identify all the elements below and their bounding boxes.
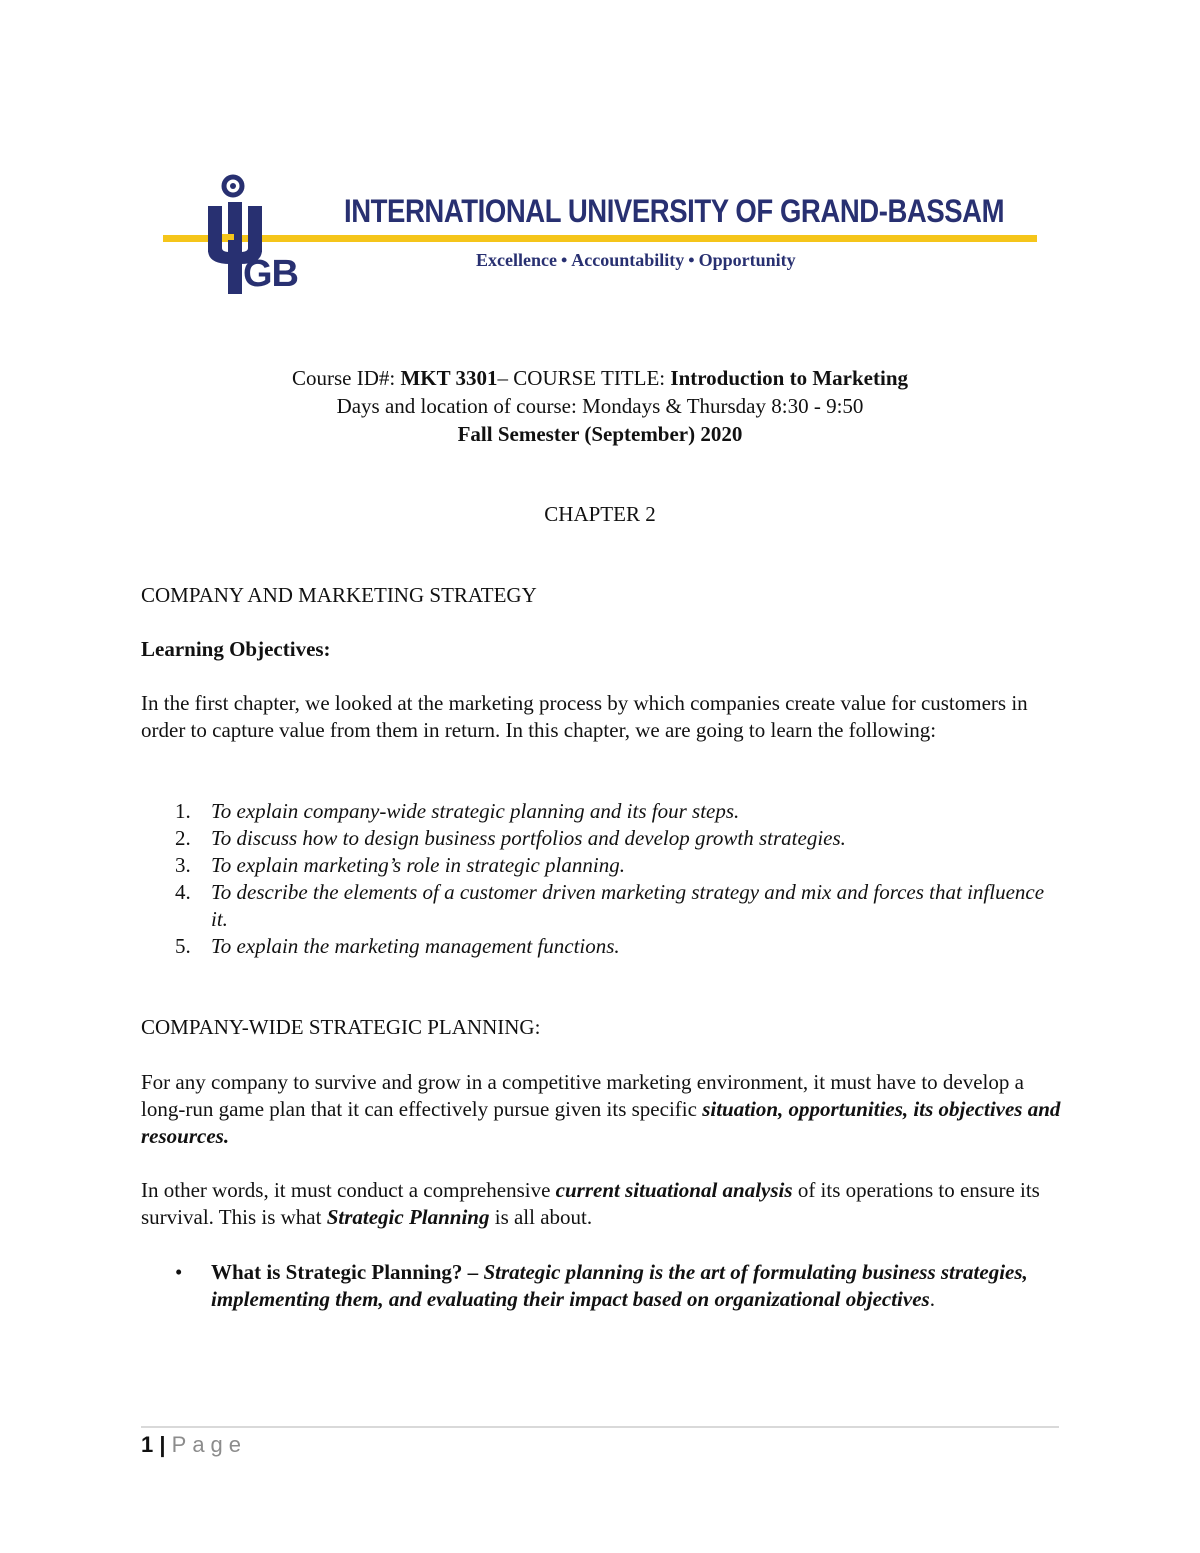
objective-text: To explain the marketing management functions. xyxy=(211,934,620,958)
page-footer xyxy=(141,1432,247,1458)
course-semester: Fall Semester (September) 2020 xyxy=(457,422,743,446)
emphasis-text: current situational analysis xyxy=(555,1178,793,1202)
course-days-line: Days and location of course: Mondays & Thursday 8:30 - 9:50 xyxy=(336,394,864,418)
footer-rule xyxy=(141,1426,1059,1428)
emphasis-text: situation, opportunities, its objectives and resources. xyxy=(141,1097,1061,1148)
motto-separator: • xyxy=(560,250,568,270)
page-separator: | xyxy=(153,1432,172,1457)
course-id-line xyxy=(0,364,1200,392)
objective-text: To describe the elements of a customer driven marketing strategy and mix and forces that influence it. xyxy=(211,880,1045,931)
objective-text: To explain marketing’s role in strategic planning. xyxy=(211,853,625,877)
motto-accountability: Accountability xyxy=(571,250,685,270)
chapter-title: CHAPTER 2 xyxy=(544,502,656,526)
page-word: Page xyxy=(171,1432,248,1457)
page-number: 1 xyxy=(141,1432,154,1457)
objective-number: 5. xyxy=(175,934,191,958)
objective-number: 3. xyxy=(175,853,191,877)
paragraph-text: In other words, it must conduct a comprehensive xyxy=(141,1178,556,1202)
section-title: COMPANY AND MARKETING STRATEGY xyxy=(141,583,537,607)
objective-item xyxy=(141,852,1061,879)
definition-body: Strategic planning is the art of formulating business strategies, implementing them, and evaluating their impact based on organizational objectives xyxy=(211,1260,1028,1311)
objective-number: 2. xyxy=(175,826,191,850)
objective-item xyxy=(141,825,1061,852)
objective-text: To explain company-wide strategic planning and its four steps. xyxy=(211,799,740,823)
course-id-label: Course ID#: xyxy=(291,366,401,390)
definition-end: . xyxy=(929,1287,935,1311)
paragraph-text: of its operations to ensure its survival. This is what xyxy=(141,1178,1040,1229)
course-id-value: MKT 3301 xyxy=(400,366,498,390)
definition-question: What is Strategic Planning? – xyxy=(211,1260,484,1284)
paragraph-text: is all about. xyxy=(489,1205,593,1229)
learning-objectives-intro: In the first chapter, we looked at the marketing process by which companies create value for customers in order to capture value from them in return. In this chapter, we are going to learn the following: xyxy=(141,691,1028,742)
university-motto xyxy=(476,250,796,271)
emphasis-text: Strategic Planning xyxy=(326,1205,490,1229)
course-title-value: Introduction to Marketing xyxy=(670,366,909,390)
objective-number: 1. xyxy=(175,799,191,823)
bullet-icon: • xyxy=(175,1260,183,1284)
motto-separator: • xyxy=(688,250,695,270)
university-letterhead xyxy=(0,0,1200,320)
objective-item xyxy=(141,798,1061,825)
definition-text xyxy=(141,1259,1041,1313)
objective-number: 4. xyxy=(175,880,191,904)
learning-objectives-list xyxy=(141,798,1061,960)
course-title-label: – COURSE TITLE: xyxy=(497,366,671,390)
paragraph-text: For any company to survive and grow in a competitive marketing environment, it must have to develop a long-run game plan that it can effectively pursue given its specific xyxy=(141,1070,1024,1121)
objective-text: To discuss how to design business portfolios and develop growth strategies. xyxy=(211,826,846,850)
logo-letters: GB xyxy=(243,253,298,295)
strategic-planning-heading: COMPANY-WIDE STRATEGIC PLANNING: xyxy=(141,1015,541,1039)
motto-excellence: Excellence xyxy=(476,250,557,270)
objective-item xyxy=(141,933,1061,960)
strategic-planning-paragraph-1 xyxy=(141,1069,1061,1150)
learning-objectives-heading: Learning Objectives: xyxy=(141,637,331,661)
strategic-planning-paragraph-2 xyxy=(141,1177,1061,1231)
motto-opportunity: Opportunity xyxy=(698,250,796,270)
university-name: INTERNATIONAL UNIVERSITY OF GRAND-BASSAM xyxy=(344,193,1005,229)
objective-item xyxy=(141,879,1061,933)
strategic-planning-definition xyxy=(141,1259,1041,1313)
